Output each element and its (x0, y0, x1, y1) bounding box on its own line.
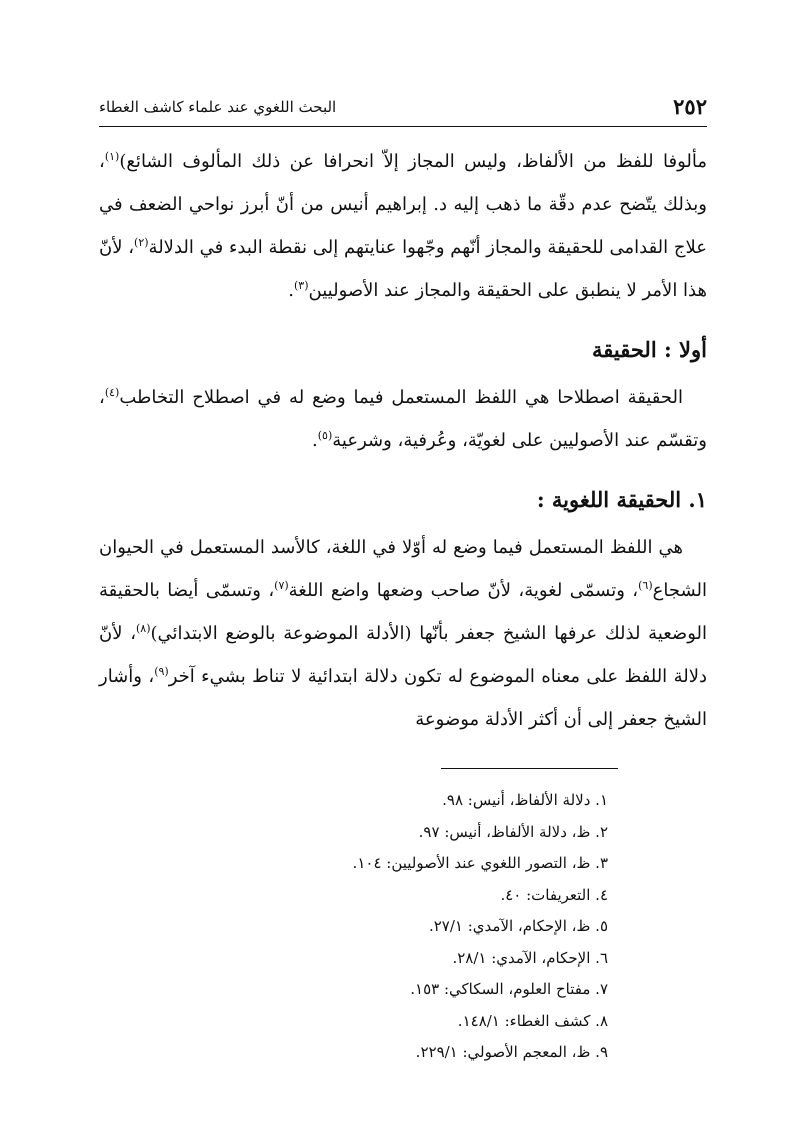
text-run: مألوفا للفظ من الألفاظ، وليس المجاز إلاّ انحرافا عن ذلك المألوف الشائع) (119, 151, 707, 172)
footnote-ref-7: (٧) (274, 579, 289, 592)
footnote-ref-5: (٥) (317, 429, 333, 442)
footnote-item: ٥. ظ، الإحكام، الآمدي: ٢٧/١. (428, 917, 608, 935)
footnote-divider (441, 768, 618, 769)
paragraph-continuation (99, 140, 707, 312)
text-run: ، وتسمّى أيضا بالحقيقة الوضعية لذلك عرفها الشيخ جعفر بأنّها (الأدلة الموضوعة بالوضع الابتدائي) (99, 580, 707, 644)
footnote-item: ٨. كشف الغطاء: ١٤٨/١. (457, 1011, 608, 1030)
text-run: . (288, 280, 294, 301)
page-header (99, 92, 707, 127)
footnote-item: ١. دلالة الألفاظ، أنيس: ٩٨. (442, 791, 608, 809)
page-number: ٢٥٢ (673, 94, 707, 119)
footnote-item: ٦. الإحكام، الآمدي: ٢٨/١. (452, 948, 608, 967)
text-run: ، لأنّ دلالة اللفظ على معناه الموضوع له تكون دلالة ابتدائية لا تناط بشيء آخر (99, 623, 708, 687)
footnote-ref-8: (٨) (136, 622, 151, 635)
footnote-ref-9: (٩) (154, 665, 169, 678)
main-text (99, 140, 707, 741)
subsection-heading-lughawiya: ١. الحقيقة اللغوية : (536, 487, 707, 512)
paragraph-lughawiya (99, 526, 707, 741)
footnote-item: ٤. التعريفات: ٤٠. (500, 885, 608, 904)
text-run: ، وتسمّى لغوية، لأنّ صاحب وضعها واضع اللغة (288, 580, 639, 601)
text-run: ، وتقسّم عند الأصوليين على لغويّة، وعُرفية، وشرعية (99, 387, 707, 451)
text-run: ، وبذلك يتّضح عدم دقّة ما ذهب إليه د. إبراهيم أنيس من أنّ أبرز نواحي الضعف في علاج القدامى للحقيقة والمجاز أنّهم وجّهوا عنايتهم إلى نقطة البدء في الدلالة (99, 151, 708, 258)
footnote-item: ٣. ظ، التصور اللغوي عند الأصوليين: ١٠٤. (352, 854, 608, 872)
footnote-ref-1: (١) (104, 150, 120, 163)
running-title: البحث اللغوي عند علماء كاشف الغطاء (99, 98, 337, 116)
text-run: . (312, 430, 318, 451)
paragraph-definition (99, 376, 707, 462)
footnotes-list (188, 785, 608, 1069)
footnote-item: ٢. ظ، دلالة الألفاظ، أنيس: ٩٧. (418, 822, 608, 841)
text-run: هي اللفظ المستعمل فيما وضع له أوّلا في اللغة، كالأسد المستعمل في الحيوان الشجاع (99, 537, 707, 601)
text-run: الحقيقة اصطلاحا هي اللفظ المستعمل فيما وضع له في اصطلاح التخاطب (119, 387, 683, 408)
footnote-item: ٧. مفتاح العلوم، السكاكي: ١٥٣. (410, 980, 608, 998)
footnote-ref-4: (٤) (104, 386, 120, 399)
section-heading-haqiqa: أولا : الحقيقة (592, 337, 707, 362)
footnote-ref-6: (٦) (638, 579, 653, 592)
text-run: ، لأنّ هذا الأمر لا ينطبق على الحقيقة والمجاز عند الأصوليين (99, 237, 707, 301)
footnote-ref-3: (٣) (294, 279, 309, 292)
text-run: ، وأشار الشيخ جعفر إلى أن أكثر الأدلة موضوعة (99, 666, 707, 730)
footnote-ref-2: (٢) (134, 236, 149, 249)
footnote-item: ٩. ظ، المعجم الأصولي: ٢٢٩/١. (415, 1043, 608, 1061)
